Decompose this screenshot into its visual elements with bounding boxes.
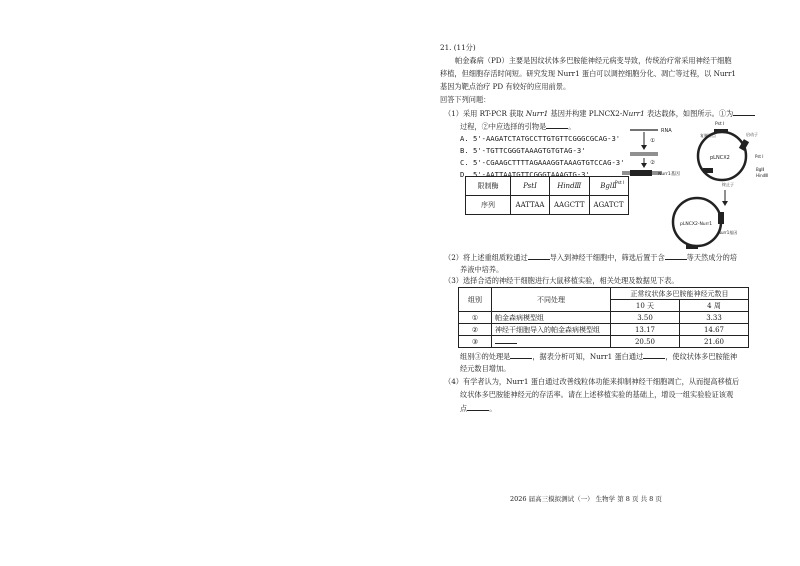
enzyme-sequence: AATTAA — [511, 196, 550, 215]
answer-blank — [733, 108, 755, 116]
rna-label: RNA — [661, 128, 672, 134]
d10-cell: 20.50 — [611, 336, 680, 348]
col-10d-header: 10 天 — [611, 300, 680, 312]
enzyme-name: BglⅡ — [589, 177, 628, 196]
col-count-header: 正常纹状体多巴胺能神经元数目 — [611, 288, 749, 300]
answer-blank — [546, 121, 568, 129]
answer-blank — [495, 336, 517, 344]
intro-line-1: 帕金森病（PD）主要是因纹状体多巴胺能神经元病变导致，传统治疗常采用神经干细胞 — [455, 56, 732, 65]
answer-blank — [528, 252, 550, 260]
pst-label: Pst I — [615, 181, 625, 186]
q2-line-2: 养液中培养。 — [460, 265, 504, 274]
enzyme-name: PstI — [511, 177, 550, 196]
w4-cell: 14.67 — [680, 324, 749, 336]
step-2-label: ② — [650, 160, 655, 166]
answer-blank — [510, 351, 532, 359]
group-cell: ② — [459, 324, 492, 336]
treatment-cell-blank — [492, 336, 611, 348]
table-row — [459, 336, 749, 348]
intro-line-3: 基因为靶点治疗 PD 有较好的应用前景。 — [440, 82, 571, 91]
option-a: A. 5'-AAGATCTATGCCTTGTGTTCGGGCGCAG-3' — [460, 134, 621, 143]
enzyme-header: 限制酶 — [466, 177, 511, 196]
pst-label: Pst I — [715, 122, 725, 127]
answer-blank — [467, 403, 489, 411]
terminator-label: 终止子 — [722, 182, 734, 187]
option-c: C. 5'-CGAAGCTTTTAGAAAGGTAAAGTGTCCAG-3' — [460, 158, 625, 167]
plasmid2-label: pLNCX2-Nurr1 — [680, 222, 713, 227]
col-group-header: 组别 — [459, 288, 492, 312]
promoter-label: 启动子 — [746, 132, 758, 137]
col-treatment-header: 不同处理 — [492, 288, 611, 312]
ori-label: 复制原点 — [700, 133, 716, 138]
transplant-data-table — [458, 287, 749, 348]
group-cell: ① — [459, 312, 492, 324]
enzyme-name: HindⅢ — [550, 177, 590, 196]
table-row — [459, 324, 749, 336]
q1-line-2: 过程，②中应选择的引物是 。 — [460, 122, 576, 131]
q4-line-1: （4）有学者认为，Nurr1 蛋白通过改善线粒体功能来抑制神经干细胞凋亡，从而提高移植后 — [444, 377, 740, 386]
enzyme-sequence: AAGCTT — [550, 196, 590, 215]
plasmid1-label: pLNCX2 — [710, 155, 730, 161]
treatment-cell: 帕金森病模型组 — [492, 312, 611, 324]
pst-label: Pst I — [755, 154, 764, 159]
answer-blank — [643, 351, 665, 359]
question-number: 21. (11分) — [440, 43, 476, 52]
w4-cell: 3.33 — [680, 312, 749, 324]
w4-cell: 21.60 — [680, 336, 749, 348]
nurr1-gene-label: Nurr1基因 — [658, 172, 680, 177]
table-row — [459, 312, 749, 324]
option-b: B. 5'-TGTTCGGGTAAAGTGTGTAG-3' — [460, 146, 586, 155]
q1-line-1: （1）采用 RT-PCR 获取 Nurr1 基因并构建 PLNCX2-Nurr1 表达载体，如图所示。①为 — [444, 108, 755, 118]
q4-line-3: 点 。 — [460, 404, 497, 413]
q2-line-1: （2）将上述重组质粒通过 导入到神经干细胞中，筛选后置于含 等天然成分的培 — [444, 253, 737, 262]
q4-line-2: 纹状体多巴胺能神经元的存活率。请在上述移植实验的基础上，增设一组实验验证该观 — [460, 390, 734, 399]
bgl-label: BglⅡ — [756, 167, 765, 172]
d10-cell: 3.50 — [611, 312, 680, 324]
plasmid-construction-diagram — [600, 118, 800, 260]
answer-blank — [665, 252, 687, 260]
answer-prompt: 回答下列问题： — [440, 95, 491, 104]
q3-after-line-2: 经元数目增加。 — [460, 364, 511, 373]
treatment-cell: 神经干细胞导入的帕金森病模型组 — [492, 324, 611, 336]
hind-label: HindⅢ — [756, 173, 768, 178]
q3-after-line-1: 组别③的处理是 ，据表分析可知，Nurr1 蛋白通过 ，使纹状体多巴胺能神 — [460, 352, 738, 361]
option-d: D. 5'-AATTAATGTTCGGGTAAAGTG-3' — [460, 170, 590, 179]
step-1-label: ① — [650, 138, 655, 144]
page-footer: 2026 届高三模拟测试（一） 生物学 第 8 页 共 8 页 — [510, 495, 662, 503]
sequence-header: 序列 — [466, 196, 511, 215]
group-cell: ③ — [459, 336, 492, 348]
enzyme-sequence: AGATCT — [589, 196, 628, 215]
col-4w-header: 4 周 — [680, 300, 749, 312]
nurr1-gene2-label: Nurr1基因 — [718, 230, 738, 235]
d10-cell: 13.17 — [611, 324, 680, 336]
q3-intro: （3）选择合适的神经干细胞进行大鼠移植实验，相关处理及数据见下表。 — [444, 276, 679, 285]
intro-line-2: 移植，但细胞存活时间短。研究发现 Nurr1 蛋白可以调控细胞分化、凋亡等过程，以 Nurr1 — [440, 69, 736, 78]
